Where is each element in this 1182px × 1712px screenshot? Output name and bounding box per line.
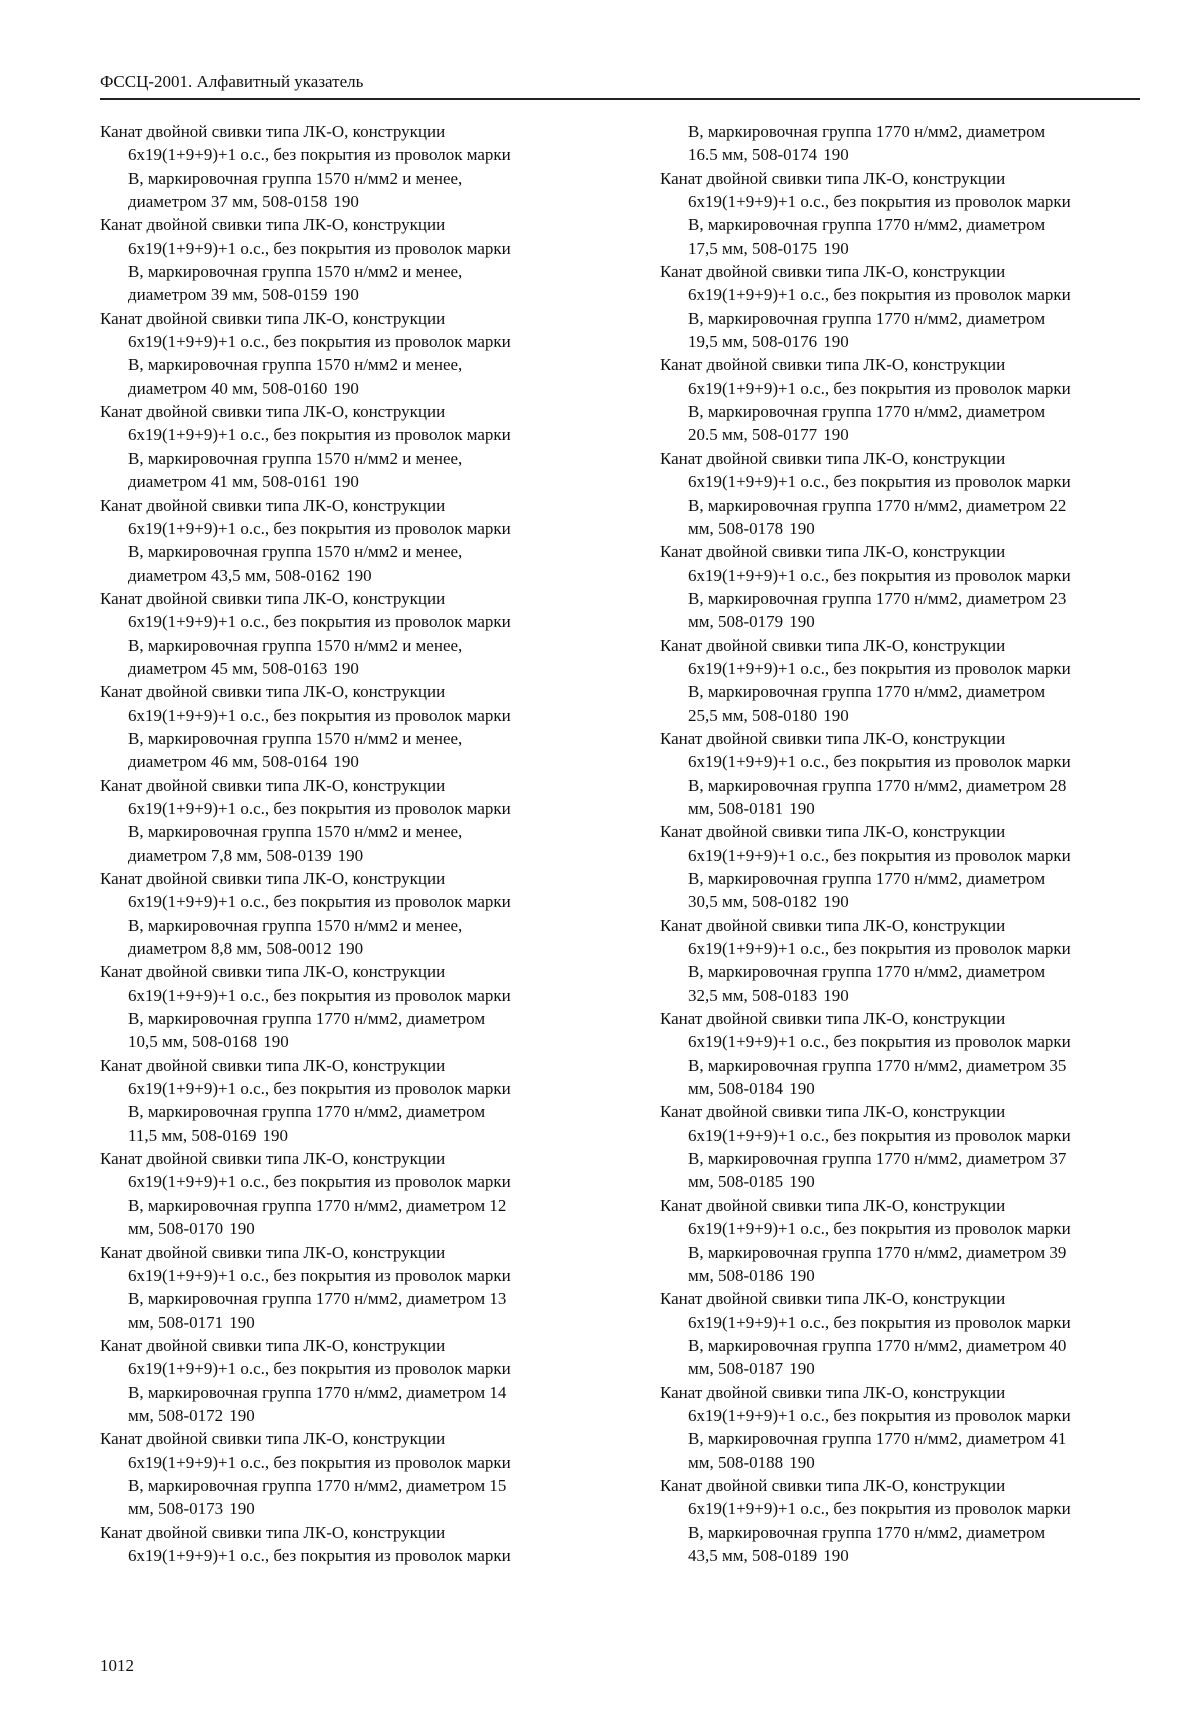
entry-line: 6x19(1+9+9)+1 о.с., без покрытия из проволок марки [688,1312,1071,1332]
entry-page-number: 190 [229,1312,255,1332]
entry-title-line: Канат двойной свивки типа ЛК-О, конструкции [660,728,1006,748]
entry-code: 32,5 мм, 508-0183 [688,985,818,1005]
entry-line: 6x19(1+9+9)+1 о.с., без покрытия из проволок марки [128,612,511,632]
entry-title-line: Канат двойной свивки типа ЛК-О, конструкции [100,122,446,141]
index-entry [100,960,572,1053]
entry-leader-line [100,470,572,493]
entry-page-number: 190 [333,378,359,398]
entry-line: В, маркировочная группа 1570 н/мм2 и менее, [128,168,463,188]
entry-line: В, маркировочная группа 1770 н/мм2, диаметром [688,308,1046,328]
index-entry [100,1334,572,1427]
entry-page-number: 190 [337,939,364,959]
entry-page-number: 190 [823,1545,849,1565]
entry-line: В, маркировочная группа 1570 н/мм2 и менее, [128,448,463,468]
page-header [100,72,1140,100]
entry-page-number: 190 [333,472,359,492]
entry-line: 6x19(1+9+9)+1 о.с., без покрытия из проволок марки [688,658,1071,678]
entry-page-number: 190 [263,1032,289,1052]
entry-code: диаметром 45 мм, 508-0163 [128,658,328,678]
index-entry [660,634,1132,727]
entry-code: мм, 508-0186 [688,1265,784,1285]
entry-title-line: Канат двойной свивки типа ЛК-О, конструкции [660,1195,1006,1215]
index-entry [660,120,1132,167]
entry-page-number: 190 [229,1219,255,1239]
entry-leader-line [100,937,572,960]
entry-code: мм, 508-0185 [688,1172,784,1192]
entry-page-number: 190 [789,518,815,538]
entry-title-line: Канат двойной свивки типа ЛК-О, конструкции [100,588,446,608]
entry-line: 6x19(1+9+9)+1 о.с., без покрытия из проволок марки [688,1125,1071,1145]
entry-title-line: Канат двойной свивки типа ЛК-О, конструкции [100,682,446,702]
index-entry [660,1100,1132,1193]
entry-leader-line [100,1030,572,1053]
entry-leader-line [100,377,572,400]
entry-code: 10,5 мм, 508-0168 [128,1032,258,1052]
page-number: 1012 [100,1656,134,1675]
entry-line: 6x19(1+9+9)+1 о.с., без покрытия из проволок марки [688,1405,1071,1425]
entry-line: В, маркировочная группа 1770 н/мм2, диаметром 13 [128,1289,507,1309]
entry-title-line: Канат двойной свивки типа ЛК-О, конструкции [100,1335,446,1355]
entry-line: В, маркировочная группа 1770 н/мм2, диаметром 12 [128,1195,507,1215]
entry-title-line: Канат двойной свивки типа ЛК-О, конструкции [660,168,1006,188]
entry-title-line: Канат двойной свивки типа ЛК-О, конструкции [660,1475,1006,1495]
entry-title-line: Канат двойной свивки типа ЛК-О, конструкции [660,355,1006,375]
entry-line: В, маркировочная группа 1770 н/мм2, диаметром [128,1009,486,1029]
index-entry [100,213,572,306]
entry-page-number: 190 [823,892,849,912]
entry-leader-line [100,1311,572,1334]
entry-code: мм, 508-0187 [688,1359,784,1379]
index-entry [100,1427,572,1520]
entry-line: 6x19(1+9+9)+1 о.с., без покрытия из проволок марки [128,1452,511,1472]
entry-line: 6x19(1+9+9)+1 о.с., без покрытия из проволок марки [128,1545,511,1565]
index-entry [660,447,1132,540]
entry-line: 6x19(1+9+9)+1 о.с., без покрытия из проволок марки [688,285,1071,305]
index-entry [100,1147,572,1240]
entry-line: В, маркировочная группа 1770 н/мм2, диаметром [688,962,1046,982]
entry-page-number: 190 [823,238,849,258]
entry-title-line: Канат двойной свивки типа ЛК-О, конструкции [660,1102,1006,1122]
entry-line: 6x19(1+9+9)+1 о.с., без покрытия из проволок марки [128,145,511,165]
index-entry [100,1521,572,1568]
entry-line: 6x19(1+9+9)+1 о.с., без покрытия из проволок марки [688,192,1071,212]
entry-leader-line [660,143,1132,166]
entry-code: 25,5 мм, 508-0180 [688,705,818,725]
entry-page-number: 190 [333,752,359,772]
entry-leader-line [100,283,572,306]
index-entry [660,1194,1132,1287]
entry-line: В, маркировочная группа 1570 н/мм2 и менее, [128,822,463,842]
entry-title-line: Канат двойной свивки типа ЛК-О, конструкции [100,1522,446,1542]
index-entry [660,353,1132,446]
entry-page-number: 190 [823,332,849,352]
entry-line: 6x19(1+9+9)+1 о.с., без покрытия из проволок марки [128,798,511,818]
entry-title-line: Канат двойной свивки типа ЛК-О, конструкции [100,1242,446,1262]
entry-line: 6x19(1+9+9)+1 о.с., без покрытия из проволок марки [688,1032,1071,1052]
index-entry [100,307,572,400]
entry-line: 6x19(1+9+9)+1 о.с., без покрытия из проволок марки [128,1172,511,1192]
entry-line: В, маркировочная группа 1770 н/мм2, диаметром [688,122,1046,141]
entry-line: 6x19(1+9+9)+1 о.с., без покрытия из проволок марки [128,892,511,912]
entry-title-line: Канат двойной свивки типа ЛК-О, конструкции [660,1382,1006,1402]
entry-leader-line [660,797,1132,820]
entry-code: диаметром 7,8 мм, 508-0139 [128,845,332,865]
entry-line: В, маркировочная группа 1770 н/мм2, диаметром 35 [688,1055,1067,1075]
entry-line: 6x19(1+9+9)+1 о.с., без покрытия из проволок марки [688,565,1071,585]
entry-leader-line [660,610,1132,633]
entry-page-number: 190 [789,1265,815,1285]
entry-line: 6x19(1+9+9)+1 о.с., без покрытия из проволок марки [688,1219,1071,1239]
entry-code: 43,5 мм, 508-0189 [688,1545,818,1565]
index-entry [100,1241,572,1334]
index-entry [100,494,572,587]
entry-line: 6x19(1+9+9)+1 о.с., без покрытия из проволок марки [128,985,511,1005]
entry-page-number: 190 [337,845,364,865]
entry-page-number: 190 [789,612,815,632]
index-entry [660,1007,1132,1100]
entry-title-line: Канат двойной свивки типа ЛК-О, конструкции [100,215,446,235]
entry-line: 6x19(1+9+9)+1 о.с., без покрытия из проволок марки [128,238,511,258]
entry-page-number: 190 [789,798,815,818]
entry-line: 6x19(1+9+9)+1 о.с., без покрытия из проволок марки [128,1359,511,1379]
entry-page-number: 190 [823,985,849,1005]
entry-leader-line [660,984,1132,1007]
entry-leader-line [100,190,572,213]
index-entry [100,867,572,960]
entry-line: 6x19(1+9+9)+1 о.с., без покрытия из проволок марки [688,472,1071,492]
entry-line: В, маркировочная группа 1770 н/мм2, диаметром 22 [688,495,1067,515]
entry-title-line: Канат двойной свивки типа ЛК-О, конструкции [660,448,1006,468]
entry-title-line: Канат двойной свивки типа ЛК-О, конструкции [100,402,446,422]
index-entry [660,1287,1132,1380]
entry-line: В, маркировочная группа 1570 н/мм2 и менее, [128,728,463,748]
entry-code: 19,5 мм, 508-0176 [688,332,818,352]
entry-title-line: Канат двойной свивки типа ЛК-О, конструкции [660,1009,1006,1029]
entry-code: 16.5 мм, 508-0174 [688,145,818,165]
entry-leader-line [100,1217,572,1240]
entry-code: 11,5 мм, 508-0169 [128,1125,257,1145]
index-entry [100,587,572,680]
entry-code: 30,5 мм, 508-0182 [688,892,818,912]
entry-page-number: 190 [333,192,359,212]
entry-page-number: 190 [789,1172,815,1192]
entry-leader-line [100,1497,572,1520]
index-entry [660,727,1132,820]
index-entry [660,1381,1132,1474]
entry-leader-line [100,564,572,587]
entry-leader-line [100,1124,572,1147]
entry-code: диаметром 39 мм, 508-0159 [128,285,328,305]
entry-title-line: Канат двойной свивки типа ЛК-О, конструкции [100,1149,446,1169]
index-entry [100,120,572,213]
entry-page-number: 190 [823,705,849,725]
entry-leader-line [660,1451,1132,1474]
entry-leader-line [660,1264,1132,1287]
index-entry [660,167,1132,260]
entry-title-line: Канат двойной свивки типа ЛК-О, конструкции [660,1289,1006,1309]
entry-line: В, маркировочная группа 1770 н/мм2, диаметром 41 [688,1429,1067,1449]
entry-title-line: Канат двойной свивки типа ЛК-О, конструкции [100,308,446,328]
entry-leader-line [100,657,572,680]
entry-code: мм, 508-0173 [128,1499,224,1519]
entry-code: диаметром 41 мм, 508-0161 [128,472,328,492]
entry-leader-line [660,1357,1132,1380]
entry-line: 6x19(1+9+9)+1 о.с., без покрытия из проволок марки [688,939,1071,959]
index-entry [660,540,1132,633]
entry-leader-line [660,517,1132,540]
entry-code: мм, 508-0171 [128,1312,224,1332]
entry-line: 6x19(1+9+9)+1 о.с., без покрытия из проволок марки [128,425,511,445]
entry-leader-line [100,1404,572,1427]
entry-title-line: Канат двойной свивки типа ЛК-О, конструкции [100,775,446,795]
entry-code: 20.5 мм, 508-0177 [688,425,818,445]
entry-title-line: Канат двойной свивки типа ЛК-О, конструкции [660,915,1006,935]
entry-title-line: Канат двойной свивки типа ЛК-О, конструкции [660,262,1006,282]
entry-page-number: 190 [229,1499,255,1519]
entry-code: диаметром 43,5 мм, 508-0162 [128,565,341,585]
entry-leader-line [660,1544,1132,1567]
entry-leader-line [660,704,1132,727]
entry-page-number: 190 [823,425,849,445]
entry-title-line: Канат двойной свивки типа ЛК-О, конструкции [100,495,446,515]
index-entry [660,260,1132,353]
entry-code: мм, 508-0172 [128,1405,224,1425]
entry-title-line: Канат двойной свивки типа ЛК-О, конструкции [100,1055,446,1075]
index-entry [660,820,1132,913]
entry-line: В, маркировочная группа 1770 н/мм2, диаметром 14 [128,1382,507,1402]
entry-line: 6x19(1+9+9)+1 о.с., без покрытия из проволок марки [688,845,1071,865]
index-column-left [100,120,572,1567]
entry-line: 6x19(1+9+9)+1 о.с., без покрытия из проволок марки [128,1079,511,1099]
entry-title-line: Канат двойной свивки типа ЛК-О, конструкции [660,822,1006,842]
entry-page-number: 190 [823,145,849,165]
entry-code: 17,5 мм, 508-0175 [688,238,818,258]
entry-leader-line [660,423,1132,446]
entry-line: В, маркировочная группа 1770 н/мм2, диаметром [688,402,1046,422]
entry-title-line: Канат двойной свивки типа ЛК-О, конструкции [100,1429,446,1449]
entry-code: мм, 508-0181 [688,798,784,818]
entry-code: мм, 508-0188 [688,1452,784,1472]
entry-page-number: 190 [789,1079,815,1099]
entry-line: В, маркировочная группа 1770 н/мм2, диаметром 39 [688,1242,1067,1262]
entry-page-number: 190 [333,285,359,305]
entry-code: диаметром 37 мм, 508-0158 [128,192,328,212]
entry-leader-line [100,750,572,773]
entry-line: 6x19(1+9+9)+1 о.с., без покрытия из проволок марки [128,1265,511,1285]
entry-line: В, маркировочная группа 1770 н/мм2, диаметром [688,215,1046,235]
index-entry [660,1474,1132,1567]
entry-code: диаметром 8,8 мм, 508-0012 [128,939,332,959]
index-entry [100,400,572,493]
entry-code: мм, 508-0178 [688,518,784,538]
index-entry [100,774,572,867]
entry-line: 6x19(1+9+9)+1 о.с., без покрытия из проволок марки [688,378,1071,398]
entry-leader-line [660,890,1132,913]
entry-page-number: 190 [346,565,372,585]
index-entry [100,1054,572,1147]
entry-leader-line [660,1077,1132,1100]
entry-line: В, маркировочная группа 1770 н/мм2, диаметром 15 [128,1475,507,1495]
entry-line: В, маркировочная группа 1770 н/мм2, диаметром [688,682,1046,702]
entry-line: В, маркировочная группа 1770 н/мм2, диаметром 37 [688,1149,1067,1169]
entry-page-number: 190 [789,1452,815,1472]
entry-line: В, маркировочная группа 1570 н/мм2 и менее, [128,915,463,935]
entry-code: диаметром 40 мм, 508-0160 [128,378,328,398]
entry-line: 6x19(1+9+9)+1 о.с., без покрытия из проволок марки [128,518,511,538]
entry-title-line: Канат двойной свивки типа ЛК-О, конструкции [100,869,446,888]
entry-title-line: Канат двойной свивки типа ЛК-О, конструкции [660,635,1006,655]
entry-code: диаметром 46 мм, 508-0164 [128,752,328,772]
entry-leader-line [100,844,572,867]
entry-code: мм, 508-0170 [128,1219,224,1239]
entry-title-line: Канат двойной свивки типа ЛК-О, конструкции [100,962,446,982]
index-entry [660,914,1132,1007]
entry-code: мм, 508-0184 [688,1079,784,1099]
entry-leader-line [660,237,1132,260]
entry-leader-line [660,330,1132,353]
header-title: ФССЦ-2001. Алфавитный указатель [100,72,364,91]
entry-line: 6x19(1+9+9)+1 о.с., без покрытия из проволок марки [688,752,1071,772]
entry-line: В, маркировочная группа 1770 н/мм2, диаметром [128,1102,486,1122]
entry-line: В, маркировочная группа 1770 н/мм2, диаметром 23 [688,588,1067,608]
entry-line: В, маркировочная группа 1770 н/мм2, диаметром [688,1522,1046,1542]
index-column-right [660,120,1132,1567]
entry-page-number: 190 [262,1125,289,1145]
entry-page-number: 190 [789,1359,815,1379]
entry-page-number: 190 [333,658,359,678]
index-entry [100,680,572,773]
entry-title-line: Канат двойной свивки типа ЛК-О, конструкции [660,542,1006,562]
entry-line: В, маркировочная группа 1570 н/мм2 и менее, [128,542,463,562]
entry-line: В, маркировочная группа 1570 н/мм2 и менее, [128,262,463,282]
entry-line: В, маркировочная группа 1570 н/мм2 и менее, [128,355,463,375]
entry-line: 6x19(1+9+9)+1 о.с., без покрытия из проволок марки [688,1499,1071,1519]
entry-line: В, маркировочная группа 1570 н/мм2 и менее, [128,635,463,655]
entry-code: мм, 508-0179 [688,612,784,632]
entry-line: В, маркировочная группа 1770 н/мм2, диаметром 28 [688,775,1067,795]
entry-leader-line [660,1170,1132,1193]
entry-line: 6x19(1+9+9)+1 о.с., без покрытия из проволок марки [128,705,511,725]
entry-page-number: 190 [229,1405,255,1425]
entry-line: 6x19(1+9+9)+1 о.с., без покрытия из проволок марки [128,332,511,352]
entry-line: В, маркировочная группа 1770 н/мм2, диаметром 40 [688,1335,1067,1355]
entry-line: В, маркировочная группа 1770 н/мм2, диаметром [688,869,1046,888]
